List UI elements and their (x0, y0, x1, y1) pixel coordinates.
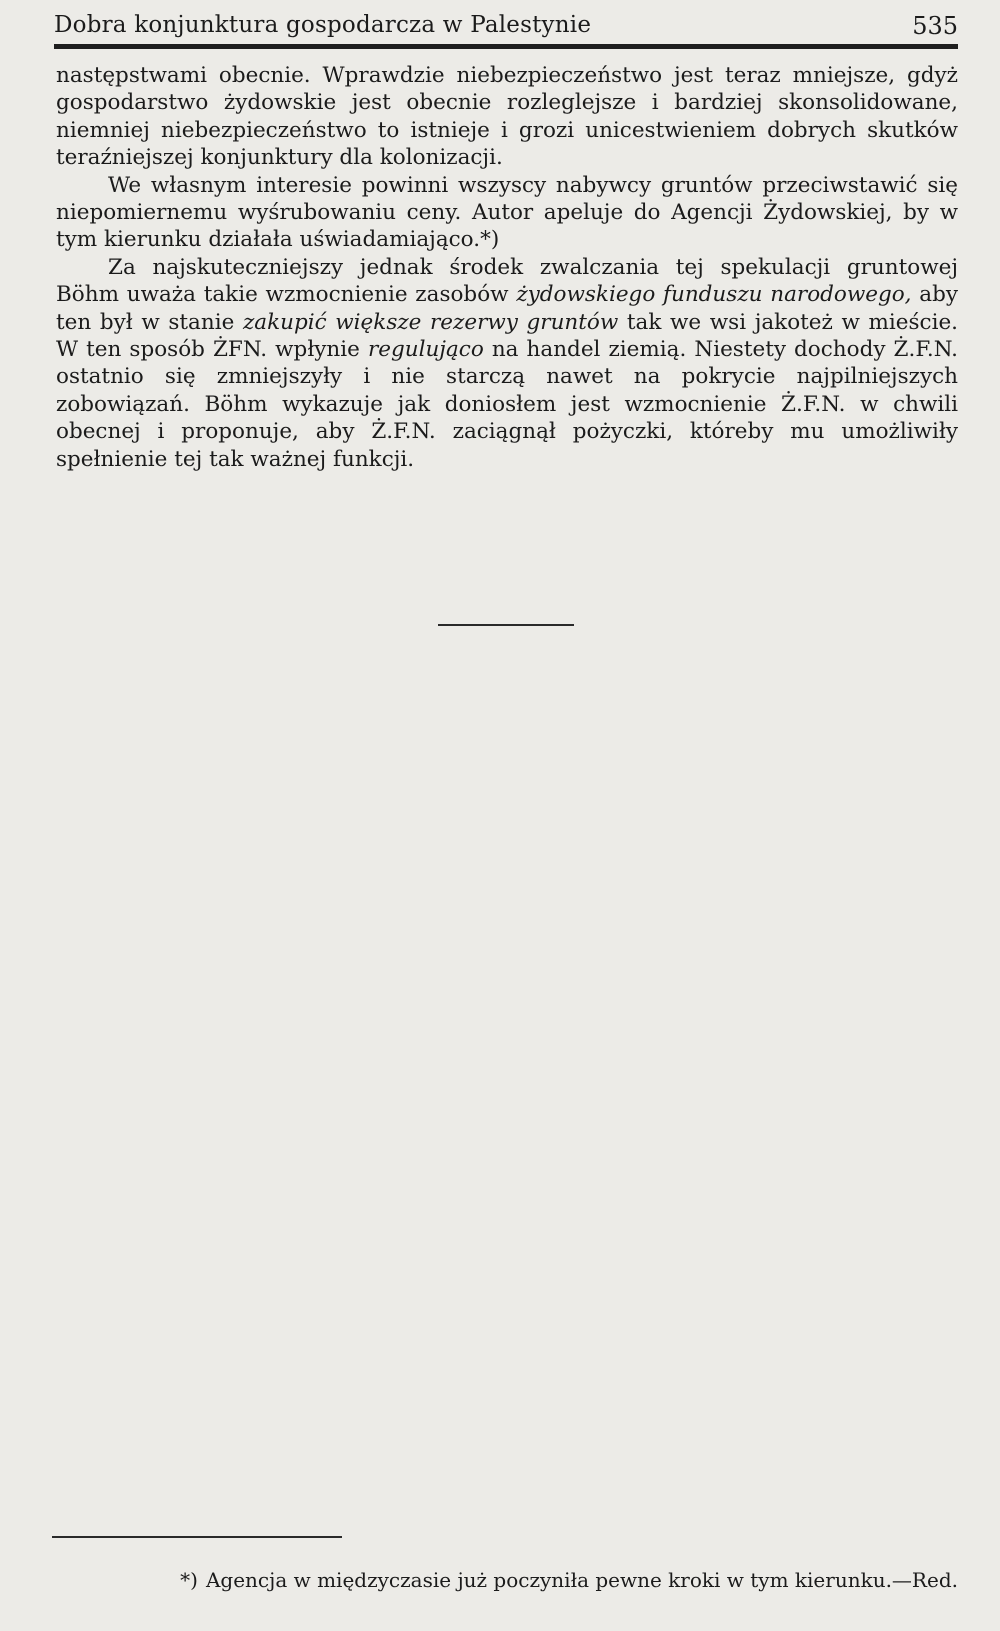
header-rule (54, 44, 958, 49)
paragraph-2: We własnym interesie powinni wszyscy nabywcy gruntów przeciwstawić się niepomiernemu wyśrubowaniu ceny. Autor apeluje do Agencji Żydowskiej, by w tym kierunku działała uświadamiająco.*) (56, 172, 958, 253)
running-title: Dobra konjunktura gospodarcza w Palestynie (54, 12, 592, 38)
paragraph-3-emphasis-2: zakupić większe rezerwy gruntów (242, 309, 619, 335)
section-end-rule (438, 624, 574, 626)
page-number: 535 (912, 12, 958, 40)
footnote-rule (52, 1536, 342, 1538)
footnote-text: Agencja w międzyczasie już poczyniła pewne kroki w tym kierunku.—Red. (205, 1568, 958, 1592)
paragraph-3-text-4: na handel ziemią. Niestety dochody Ż.F.N. ostatnio się zmniejszyły i nie starczą nawet na pokrycie najpilniejszych zobowiązań. Böhm wykazuje jak doniosłem jest wzmocnienie Ż.F.N. w chwili obecnej i proponuje, aby Ż.F.N. zaciągnął pożyczki, któreby mu umożliwiły spełnienie tej tak ważnej funkcji. (56, 337, 958, 472)
paragraph-3-text-3: tak we wsi jakoteż w mieście. W ten sposób ŻFN. wpłynie (56, 309, 959, 363)
footnote-mark: *) (180, 1568, 198, 1592)
paragraph-3-emphasis-3: regulująco (367, 337, 484, 363)
running-head (54, 8, 958, 48)
paragraph-3 (56, 254, 958, 473)
paragraph-3-text-1: Za najskuteczniejszy jednak środek zwalczania tej spekulacji gruntowej Böhm uważa takie wzmocnienie zasobów (56, 254, 958, 308)
body-text (56, 62, 958, 473)
paragraph-1: następstwami obecnie. Wprawdzie niebezpieczeństwo jest teraz mniejsze, gdyż gospodarstwo żydowskie jest obecnie rozleglejsze i bardziej skonsolidowane, niemniej niebezpieczeństwo to istnieje i grozi unicestwieniem dobrych skutków teraźniejszej konjunktury dla kolonizacji. (56, 63, 958, 171)
paragraph-3-emphasis-1: żydowskiego funduszu narodowego, (516, 282, 912, 308)
paragraph-3-text-2: aby ten był w stanie (56, 282, 959, 335)
footnote (56, 1567, 958, 1593)
